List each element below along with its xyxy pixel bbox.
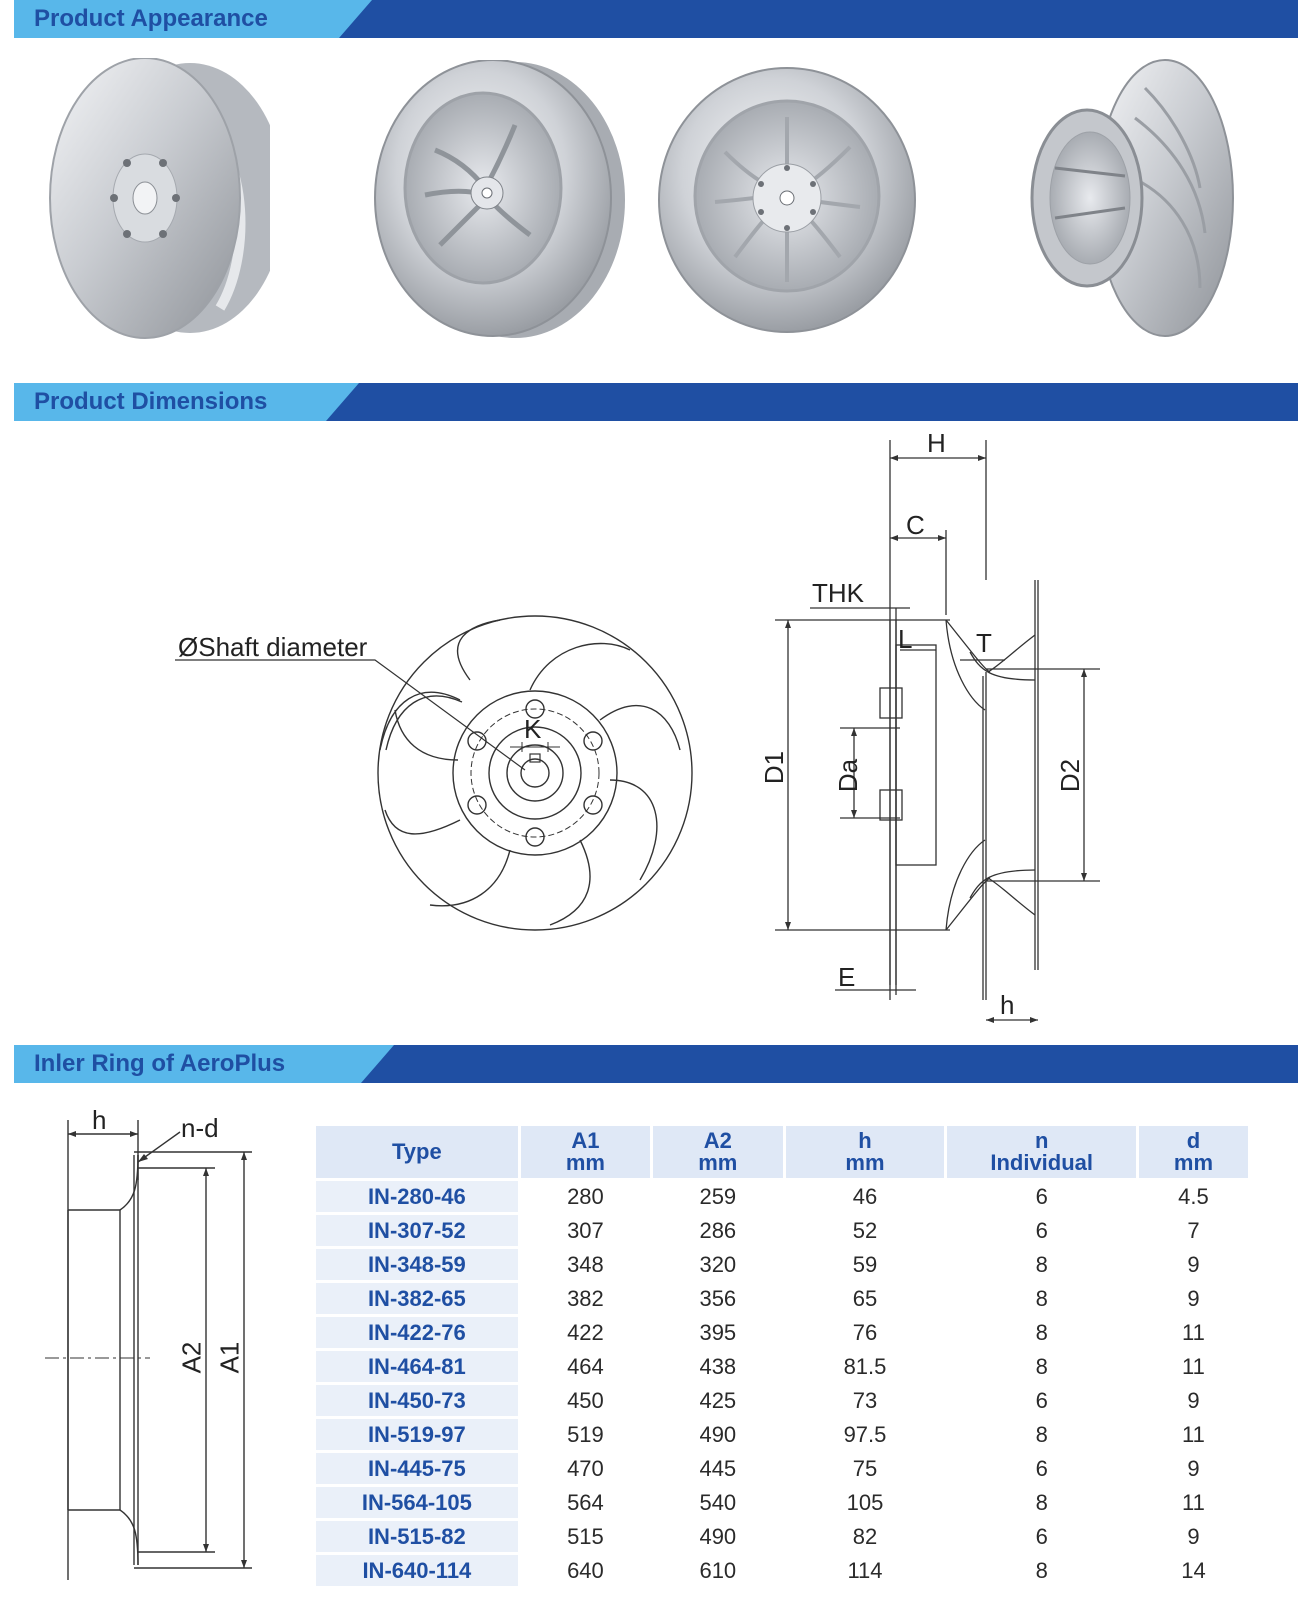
table-row [316,1181,1248,1212]
value-cell: 65 [786,1283,945,1314]
value-cell: 610 [653,1555,782,1586]
value-cell: 422 [521,1317,650,1348]
value-cell: 105 [786,1487,945,1518]
value-cell: 9 [1139,1521,1248,1552]
t-dim-label: T [976,628,992,658]
value-cell: 14 [1139,1555,1248,1586]
thk-dim-label: THK [812,578,864,608]
impeller-back-view [30,58,270,348]
ring-nd-label: n-d [181,1113,219,1143]
value-cell: 6 [947,1181,1135,1212]
value-cell: 6 [947,1521,1135,1552]
type-cell: IN-348-59 [316,1249,518,1280]
table-row [316,1283,1248,1314]
value-cell: 470 [521,1453,650,1484]
value-cell: 59 [786,1249,945,1280]
value-cell: 9 [1139,1385,1248,1416]
value-cell: 8 [947,1555,1135,1586]
value-cell: 4.5 [1139,1181,1248,1212]
table-row [316,1555,1248,1586]
type-cell: IN-445-75 [316,1453,518,1484]
type-cell: IN-307-52 [316,1215,518,1246]
value-cell: 6 [947,1385,1135,1416]
value-cell: 11 [1139,1317,1248,1348]
value-cell: 320 [653,1249,782,1280]
table-row [316,1487,1248,1518]
k-label: K [524,714,542,744]
value-cell: 73 [786,1385,945,1416]
value-cell: 515 [521,1521,650,1552]
value-cell: 7 [1139,1215,1248,1246]
value-cell: 490 [653,1521,782,1552]
value-cell: 438 [653,1351,782,1382]
impeller-front-view [655,62,920,337]
value-cell: 8 [947,1283,1135,1314]
ring-a1-label: A1 [214,1341,245,1374]
col-header-n: n Individual [947,1126,1135,1178]
value-cell: 8 [947,1351,1135,1382]
value-cell: 280 [521,1181,650,1212]
col-header-h: h mm [786,1126,945,1178]
table-row [316,1351,1248,1382]
impeller-side-view [1025,58,1240,343]
value-cell: 8 [947,1487,1135,1518]
value-cell: 464 [521,1351,650,1382]
table-row [316,1419,1248,1450]
type-cell: IN-640-114 [316,1555,518,1586]
h-lower-dim-label: h [1000,990,1015,1020]
value-cell: 8 [947,1317,1135,1348]
ring-h-label: h [92,1105,107,1135]
value-cell: 75 [786,1453,945,1484]
ring-a2-label: A2 [176,1341,207,1374]
section-header-inlet-ring [14,1045,1298,1083]
table-row [316,1215,1248,1246]
col-header-a2: A2 mm [653,1126,782,1178]
impeller-front-angled [365,60,625,345]
section-title: Product Appearance [34,5,268,32]
value-cell: 81.5 [786,1351,945,1382]
value-cell: 8 [947,1419,1135,1450]
type-cell: IN-515-82 [316,1521,518,1552]
value-cell: 9 [1139,1283,1248,1314]
section-header-appearance [14,0,1298,38]
value-cell: 11 [1139,1351,1248,1382]
table-row [316,1249,1248,1280]
value-cell: 540 [653,1487,782,1518]
value-cell: 445 [653,1453,782,1484]
type-cell: IN-464-81 [316,1351,518,1382]
value-cell: 9 [1139,1453,1248,1484]
table-row [316,1317,1248,1348]
value-cell: 356 [653,1283,782,1314]
d1-dim-label: D1 [759,750,790,785]
table-row [316,1521,1248,1552]
value-cell: 11 [1139,1487,1248,1518]
value-cell: 11 [1139,1419,1248,1450]
value-cell: 6 [947,1453,1135,1484]
value-cell: 450 [521,1385,650,1416]
type-cell: IN-519-97 [316,1419,518,1450]
value-cell: 97.5 [786,1419,945,1450]
value-cell: 286 [653,1215,782,1246]
value-cell: 640 [521,1555,650,1586]
value-cell: 114 [786,1555,945,1586]
value-cell: 6 [947,1215,1135,1246]
type-cell: IN-450-73 [316,1385,518,1416]
d2-dim-label: D2 [1055,758,1086,793]
da-dim-label: Da [833,758,864,793]
value-cell: 564 [521,1487,650,1518]
table-row [316,1453,1248,1484]
type-cell: IN-382-65 [316,1283,518,1314]
e-dim-label: E [838,962,856,992]
value-cell: 307 [521,1215,650,1246]
h-dim-label: H [927,428,946,458]
value-cell: 519 [521,1419,650,1450]
section-title: Inler Ring of AeroPlus [34,1050,286,1077]
table-row [316,1385,1248,1416]
section-title: Product Dimensions [34,388,268,415]
type-cell: IN-280-46 [316,1181,518,1212]
type-cell: IN-422-76 [316,1317,518,1348]
value-cell: 52 [786,1215,945,1246]
inlet-ring-spec-table [313,1123,1251,1589]
c-dim-label: C [906,510,925,540]
value-cell: 8 [947,1249,1135,1280]
value-cell: 46 [786,1181,945,1212]
value-cell: 425 [653,1385,782,1416]
shaft-diameter-label: ØShaft diameter [178,632,368,662]
value-cell: 395 [653,1317,782,1348]
table-body [316,1181,1248,1586]
col-header-a1: A1 mm [521,1126,650,1178]
value-cell: 348 [521,1249,650,1280]
col-header-type: Type [316,1126,518,1178]
value-cell: 82 [786,1521,945,1552]
value-cell: 490 [653,1419,782,1450]
impeller-side-drawing [770,440,1130,1040]
section-header-dimensions [14,383,1298,421]
table-header-row [316,1126,1248,1178]
type-cell: IN-564-105 [316,1487,518,1518]
col-header-d: d mm [1139,1126,1248,1178]
value-cell: 76 [786,1317,945,1348]
value-cell: 382 [521,1283,650,1314]
value-cell: 9 [1139,1249,1248,1280]
value-cell: 259 [653,1181,782,1212]
l-dim-label: L [898,624,913,654]
